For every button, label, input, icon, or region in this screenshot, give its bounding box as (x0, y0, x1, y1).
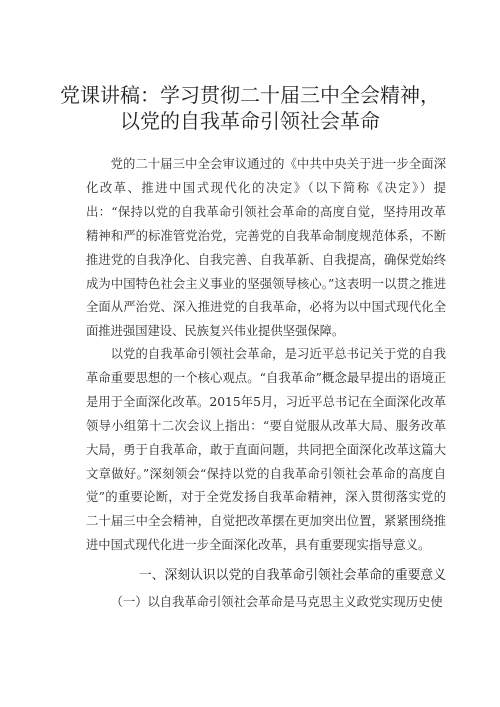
section-heading: 一、深刻认识以党的自我革命引领社会革命的重要意义 (138, 568, 446, 583)
paragraph-1: 党的二十届三中全会审议通过的《中共中央关于进一步全面深化改革、推进中国式现代化的决定》（以下简称《决定》）提出：“保持以党的自我革命引领社会革命的高度自觉，坚持用改革精神和严的标准管党治党，完善党的自我革命制度规范体系，不断推进党的自我净化、自我完善、自我革新、自我提高，确保党始终成为中国特色社会主义事业的坚强领导核心。”这表明一以贯之推进全面从严治党、深入推进党的自我革命，必将为以中国式现代化全面推进强国建设、民族复兴伟业提供坚强保障。 (86, 157, 446, 339)
subsection-heading: （一）以自我革命引领社会革命是马克思主义政党实现历史使 (110, 595, 443, 609)
document-title-line-1: 党课讲稿：学习贯彻二十届三中全会精神， (60, 83, 440, 107)
paragraph-2: 以党的自我革命引领社会革命，是习近平总书记关于党的自我革命重要思想的一个核心观点。“自我革命”概念最早提出的语境正是用于全面深化改革。2015年5月，习近平总书记在全面深化改革领导小组第十二次会议上指出：“要自觉服从改革大局、服务改革大局，勇于自我革命，敢于直面问题，共同把全面深化改革这篇大文章做好。”深刻领会“保持以党的自我革命引领社会革命的高度自觉”的重要论断，对于全党发扬自我革命精神，深入贯彻落实党的二十届三中全会精神，自觉把改革摆在更加突出位置，紧紧围绕推进中国式现代化进一步全面深化改革，具有重要现实指导意义。 (86, 347, 446, 553)
document-title-line-2: 以党的自我革命引领社会革命 (120, 109, 380, 133)
